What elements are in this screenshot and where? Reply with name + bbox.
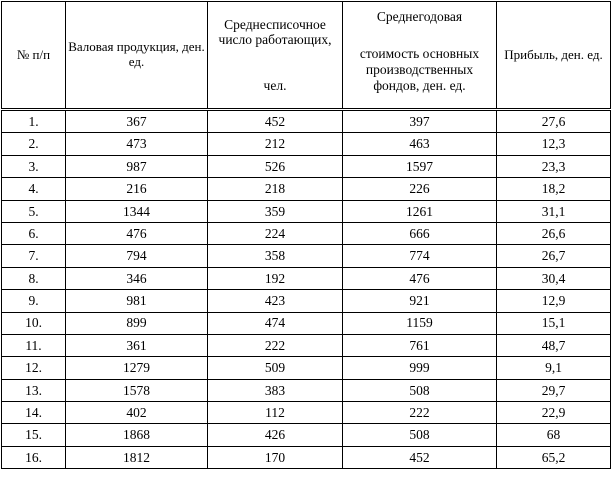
header-fixed-assets [343, 2, 497, 110]
cell-gross-output: 899 [66, 312, 208, 334]
cell-fixed-assets: 1597 [343, 155, 497, 177]
cell-fixed-assets: 761 [343, 334, 497, 356]
cell-profit: 65,2 [497, 446, 611, 468]
cell-number: 2. [2, 133, 66, 155]
cell-gross-output: 216 [66, 178, 208, 200]
cell-employees: 423 [208, 290, 343, 312]
cell-fixed-assets: 452 [343, 446, 497, 468]
cell-gross-output: 402 [66, 402, 208, 424]
cell-employees: 218 [208, 178, 343, 200]
table-row [2, 312, 611, 334]
cell-fixed-assets: 508 [343, 379, 497, 401]
cell-number: 1. [2, 110, 66, 133]
cell-fixed-assets: 666 [343, 222, 497, 244]
cell-gross-output: 1344 [66, 200, 208, 222]
cell-gross-output: 794 [66, 245, 208, 267]
header-employees-unit: чел. [263, 77, 287, 93]
table-row [2, 222, 611, 244]
table-row [2, 267, 611, 289]
cell-number: 8. [2, 267, 66, 289]
cell-gross-output: 473 [66, 133, 208, 155]
cell-number: 12. [2, 357, 66, 379]
cell-profit: 9,1 [497, 357, 611, 379]
table-row [2, 155, 611, 177]
header-number [2, 2, 66, 110]
cell-employees: 358 [208, 245, 343, 267]
table-row [2, 178, 611, 200]
cell-employees: 474 [208, 312, 343, 334]
cell-fixed-assets: 999 [343, 357, 497, 379]
data-table [1, 1, 611, 469]
cell-gross-output: 361 [66, 334, 208, 356]
cell-number: 14. [2, 402, 66, 424]
header-gross-output-label: Валовая продукция, ден. ед. [68, 39, 205, 69]
table-row [2, 133, 611, 155]
cell-profit: 29,7 [497, 379, 611, 401]
table-body [2, 110, 611, 469]
cell-profit: 48,7 [497, 334, 611, 356]
table-row [2, 446, 611, 468]
header-gross-output [66, 2, 208, 110]
cell-gross-output: 1279 [66, 357, 208, 379]
table-row [2, 110, 611, 133]
header-profit [497, 2, 611, 110]
cell-number: 9. [2, 290, 66, 312]
cell-fixed-assets: 1159 [343, 312, 497, 334]
cell-fixed-assets: 921 [343, 290, 497, 312]
cell-number: 15. [2, 424, 66, 446]
header-employees [208, 2, 343, 110]
cell-number: 13. [2, 379, 66, 401]
cell-profit: 12,3 [497, 133, 611, 155]
cell-number: 11. [2, 334, 66, 356]
cell-number: 10. [2, 312, 66, 334]
cell-number: 3. [2, 155, 66, 177]
cell-profit: 12,9 [497, 290, 611, 312]
cell-fixed-assets: 226 [343, 178, 497, 200]
cell-gross-output: 476 [66, 222, 208, 244]
cell-profit: 68 [497, 424, 611, 446]
cell-fixed-assets: 476 [343, 267, 497, 289]
cell-gross-output: 346 [66, 267, 208, 289]
cell-fixed-assets: 1261 [343, 200, 497, 222]
cell-employees: 224 [208, 222, 343, 244]
cell-profit: 15,1 [497, 312, 611, 334]
cell-fixed-assets: 774 [343, 245, 497, 267]
cell-employees: 222 [208, 334, 343, 356]
cell-gross-output: 1812 [66, 446, 208, 468]
cell-profit: 26,7 [497, 245, 611, 267]
cell-fixed-assets: 397 [343, 110, 497, 133]
cell-employees: 426 [208, 424, 343, 446]
cell-employees: 526 [208, 155, 343, 177]
cell-employees: 170 [208, 446, 343, 468]
cell-profit: 31,1 [497, 200, 611, 222]
cell-profit: 22,9 [497, 402, 611, 424]
cell-employees: 112 [208, 402, 343, 424]
cell-gross-output: 367 [66, 110, 208, 133]
header-fixed-assets-label-top: Среднегодовая [376, 8, 463, 24]
table-row [2, 290, 611, 312]
cell-number: 16. [2, 446, 66, 468]
cell-profit: 18,2 [497, 178, 611, 200]
table-row [2, 245, 611, 267]
cell-profit: 27,6 [497, 110, 611, 133]
cell-employees: 452 [208, 110, 343, 133]
table-row [2, 334, 611, 356]
cell-gross-output: 1578 [66, 379, 208, 401]
table-row [2, 357, 611, 379]
cell-employees: 212 [208, 133, 343, 155]
cell-employees: 359 [208, 200, 343, 222]
header-profit-label: Прибыль, ден. ед. [504, 46, 603, 62]
table-row [2, 200, 611, 222]
table-header-row [2, 2, 611, 110]
cell-profit: 23,3 [497, 155, 611, 177]
table-row [2, 402, 611, 424]
header-number-label: № п/п [16, 46, 51, 62]
table-row [2, 379, 611, 401]
cell-number: 5. [2, 200, 66, 222]
cell-fixed-assets: 508 [343, 424, 497, 446]
header-employees-label: Среднесписочное число работающих, [218, 16, 332, 48]
cell-gross-output: 987 [66, 155, 208, 177]
cell-profit: 26,6 [497, 222, 611, 244]
cell-gross-output: 981 [66, 290, 208, 312]
cell-number: 4. [2, 178, 66, 200]
cell-profit: 30,4 [497, 267, 611, 289]
cell-fixed-assets: 222 [343, 402, 497, 424]
cell-number: 7. [2, 245, 66, 267]
cell-fixed-assets: 463 [343, 133, 497, 155]
cell-employees: 383 [208, 379, 343, 401]
cell-employees: 192 [208, 267, 343, 289]
header-fixed-assets-label-bottom: стоимость основных производственных фондов, ден. ед. [359, 46, 480, 93]
cell-gross-output: 1868 [66, 424, 208, 446]
cell-employees: 509 [208, 357, 343, 379]
table-row [2, 424, 611, 446]
cell-number: 6. [2, 222, 66, 244]
